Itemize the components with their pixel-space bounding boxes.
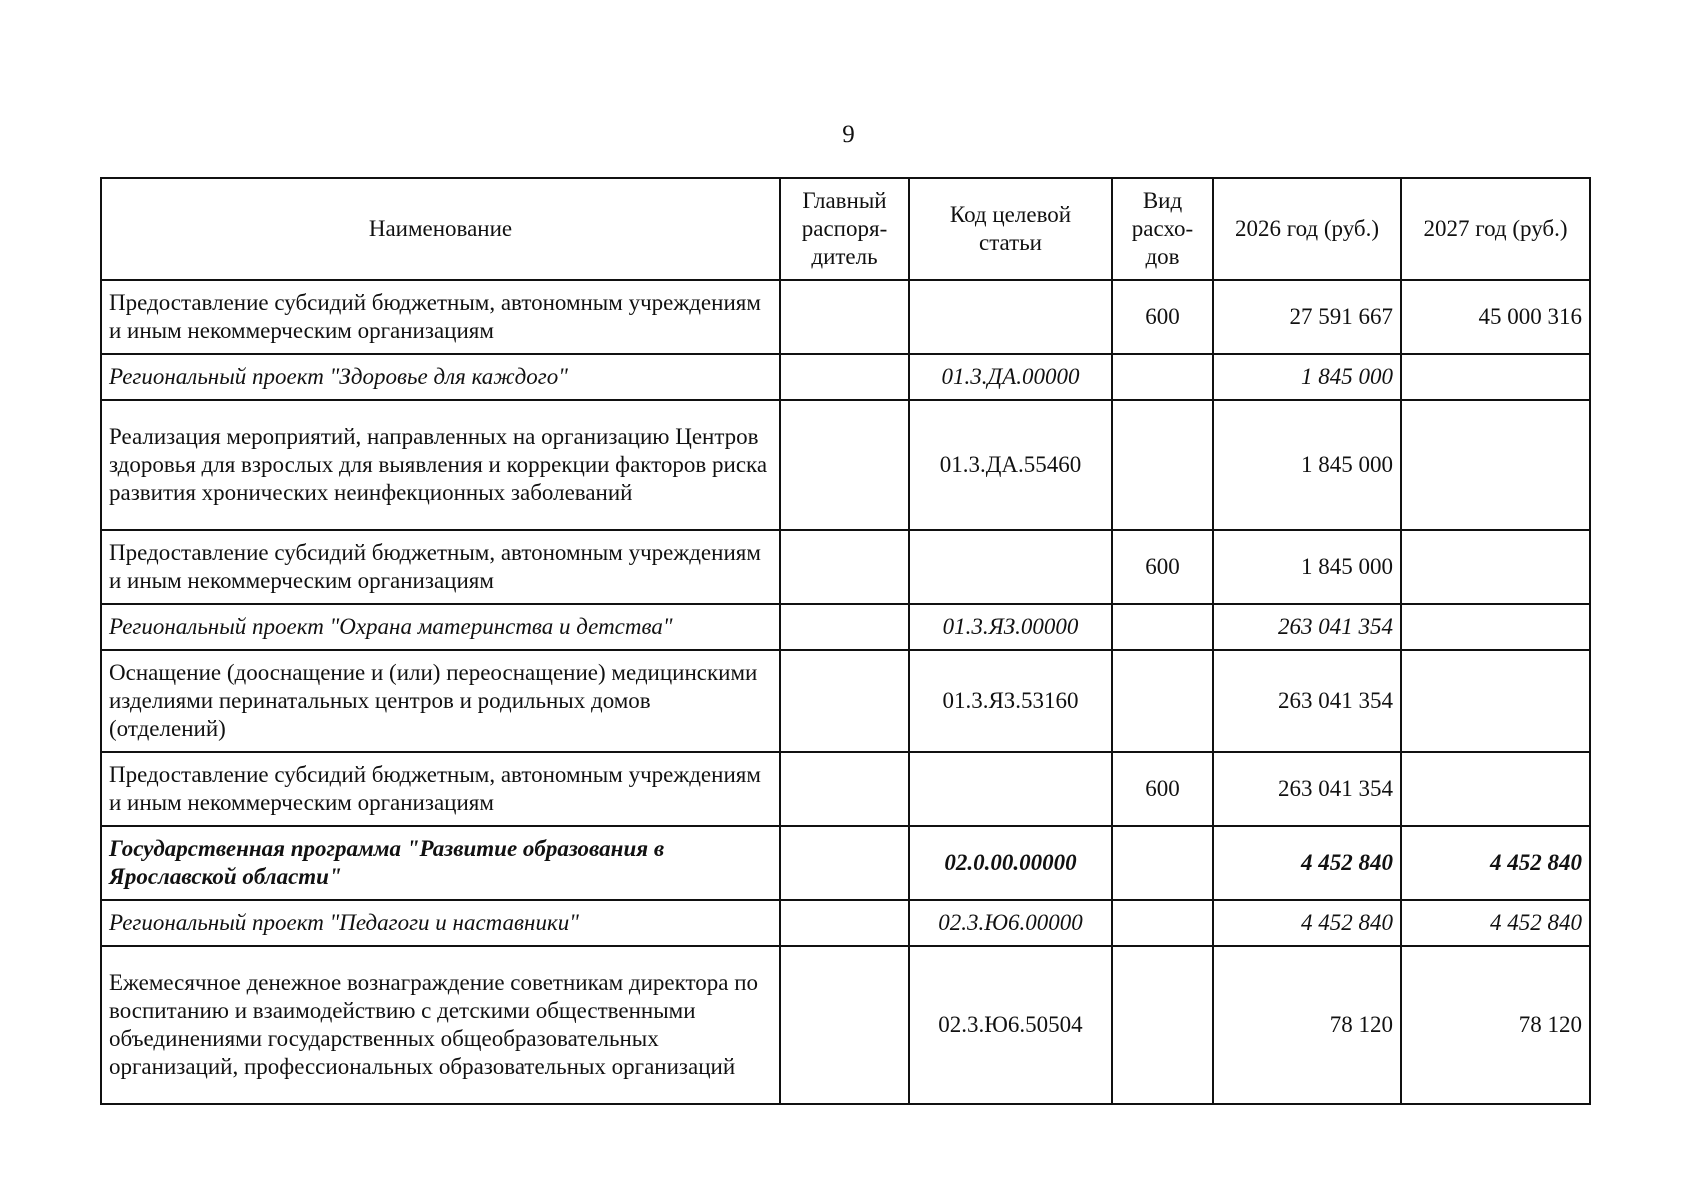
- cell-name: Государственная программа "Развитие образования в Ярославской области": [101, 826, 780, 900]
- cell-type: [1112, 650, 1213, 752]
- cell-2026: 1 845 000: [1213, 354, 1401, 400]
- table-row: [101, 752, 1590, 826]
- cell-manager: [780, 280, 909, 354]
- cell-type: 600: [1112, 530, 1213, 604]
- cell-code: 01.3.ДА.00000: [909, 354, 1112, 400]
- cell-2026: 263 041 354: [1213, 650, 1401, 752]
- cell-manager: [780, 752, 909, 826]
- cell-code: [909, 280, 1112, 354]
- cell-code: 01.3.ДА.55460: [909, 400, 1112, 530]
- cell-type: [1112, 946, 1213, 1104]
- cell-code: 02.0.00.00000: [909, 826, 1112, 900]
- cell-2026: 4 452 840: [1213, 900, 1401, 946]
- cell-2026: 78 120: [1213, 946, 1401, 1104]
- cell-2027: 4 452 840: [1401, 826, 1590, 900]
- cell-code: [909, 752, 1112, 826]
- cell-name: Реализация мероприятий, направленных на организацию Центров здоровья для взрослых для выявления и коррекции факторов риска развития хронических неинфекционных заболеваний: [101, 400, 780, 530]
- table-row: [101, 280, 1590, 354]
- cell-manager: [780, 400, 909, 530]
- cell-name: Предоставление субсидий бюджетным, автономным учреждениям и иным некоммерческим организациям: [101, 530, 780, 604]
- cell-name: Предоставление субсидий бюджетным, автономным учреждениям и иным некоммерческим организациям: [101, 752, 780, 826]
- cell-manager: [780, 604, 909, 650]
- table-row: [101, 400, 1590, 530]
- cell-type: [1112, 354, 1213, 400]
- cell-2026: 1 845 000: [1213, 530, 1401, 604]
- cell-2026: 1 845 000: [1213, 400, 1401, 530]
- cell-manager: [780, 650, 909, 752]
- cell-type: 600: [1112, 280, 1213, 354]
- cell-2027: [1401, 752, 1590, 826]
- page-number: 9: [842, 121, 855, 148]
- cell-2027: [1401, 650, 1590, 752]
- cell-2027: [1401, 604, 1590, 650]
- table-row: [101, 946, 1590, 1104]
- table-row: [101, 530, 1590, 604]
- table-row: [101, 604, 1590, 650]
- header-manager: Главный распоря-дитель: [780, 178, 909, 280]
- cell-2026: 4 452 840: [1213, 826, 1401, 900]
- cell-code: 01.3.ЯЗ.53160: [909, 650, 1112, 752]
- cell-manager: [780, 826, 909, 900]
- cell-type: [1112, 826, 1213, 900]
- table-row: [101, 826, 1590, 900]
- header-2026: 2026 год (руб.): [1213, 178, 1401, 280]
- header-code: Код целевой статьи: [909, 178, 1112, 280]
- header-type: Вид расхо-дов: [1112, 178, 1213, 280]
- cell-manager: [780, 900, 909, 946]
- cell-code: 02.3.Ю6.00000: [909, 900, 1112, 946]
- cell-manager: [780, 354, 909, 400]
- cell-2027: [1401, 530, 1590, 604]
- table-row: [101, 354, 1590, 400]
- cell-name: Региональный проект "Здоровье для каждого": [101, 354, 780, 400]
- cell-2027: 45 000 316: [1401, 280, 1590, 354]
- table-row: [101, 650, 1590, 752]
- cell-name: Региональный проект "Охрана материнства и детства": [101, 604, 780, 650]
- header-name: Наименование: [101, 178, 780, 280]
- table-header-row: [101, 178, 1590, 280]
- cell-2026: 27 591 667: [1213, 280, 1401, 354]
- cell-type: [1112, 900, 1213, 946]
- cell-2026: 263 041 354: [1213, 752, 1401, 826]
- cell-name: Ежемесячное денежное вознаграждение советникам директора по воспитанию и взаимодействию с детскими общественными объединениями государственных общеобразовательных организаций, профессиональных образовательных организаций: [101, 946, 780, 1104]
- cell-2027: 78 120: [1401, 946, 1590, 1104]
- cell-code: 01.3.ЯЗ.00000: [909, 604, 1112, 650]
- cell-code: [909, 530, 1112, 604]
- cell-name: Оснащение (дооснащение и (или) переоснащение) медицинскими изделиями перинатальных центров и родильных домов (отделений): [101, 650, 780, 752]
- cell-name: Предоставление субсидий бюджетным, автономным учреждениям и иным некоммерческим организациям: [101, 280, 780, 354]
- cell-2027: [1401, 400, 1590, 530]
- cell-2027: 4 452 840: [1401, 900, 1590, 946]
- cell-name: Региональный проект "Педагоги и наставники": [101, 900, 780, 946]
- cell-2027: [1401, 354, 1590, 400]
- cell-type: [1112, 604, 1213, 650]
- table-row: [101, 900, 1590, 946]
- cell-manager: [780, 946, 909, 1104]
- cell-type: 600: [1112, 752, 1213, 826]
- cell-2026: 263 041 354: [1213, 604, 1401, 650]
- header-2027: 2027 год (руб.): [1401, 178, 1590, 280]
- budget-table: [100, 177, 1591, 1105]
- cell-manager: [780, 530, 909, 604]
- cell-type: [1112, 400, 1213, 530]
- cell-code: 02.3.Ю6.50504: [909, 946, 1112, 1104]
